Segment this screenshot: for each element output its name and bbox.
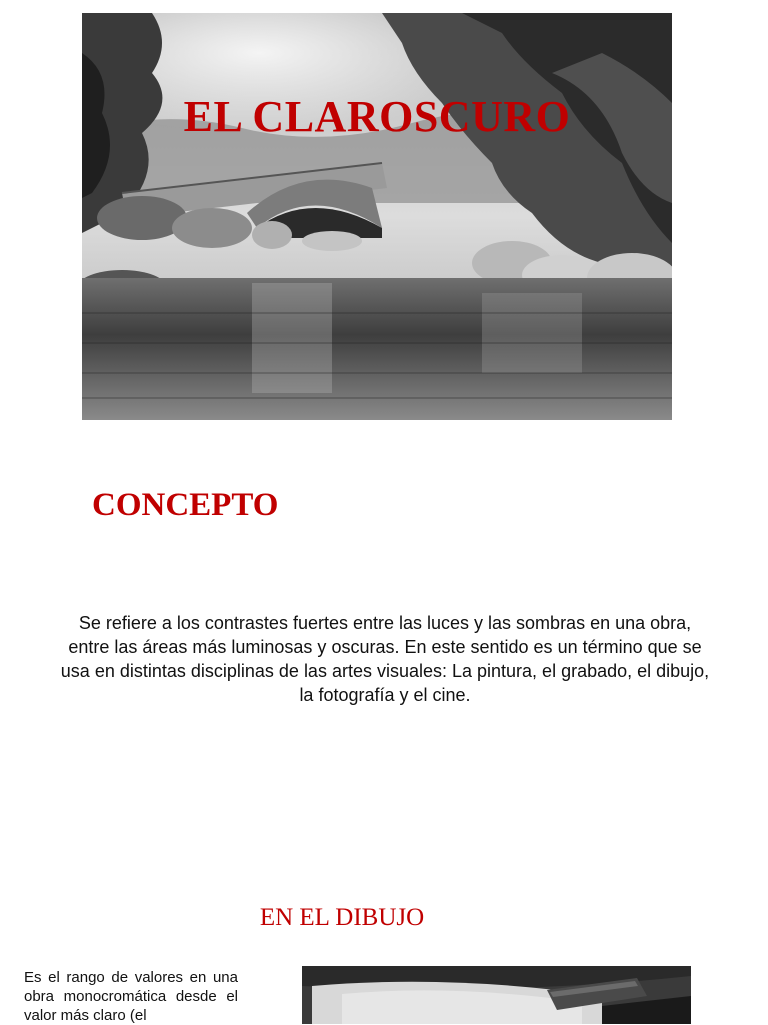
concept-heading: CONCEPTO [92, 487, 279, 523]
drawing-paragraph: Es el rango de valores en una obra monocromática desde el valor más claro (el [24, 969, 238, 1024]
concept-paragraph: Se refiere a los contrastes fuertes entre las luces y las sombras en una obra, entre las áreas más luminosas y oscuras. En este sentido es un término que se usa en distintas disciplinas de las artes visuales: La pintura, el grabado, el dibujo, la fotografía y el cine. [60, 613, 710, 705]
drawing-heading: EN EL DIBUJO [259, 904, 425, 931]
hero-image [82, 13, 672, 420]
charcoal-landscape-drawing [82, 13, 672, 420]
drawing-supplies-photo [302, 966, 691, 1024]
page-title: EL CLAROSCURO [183, 92, 571, 141]
drawing-supplies-image [302, 966, 691, 1024]
